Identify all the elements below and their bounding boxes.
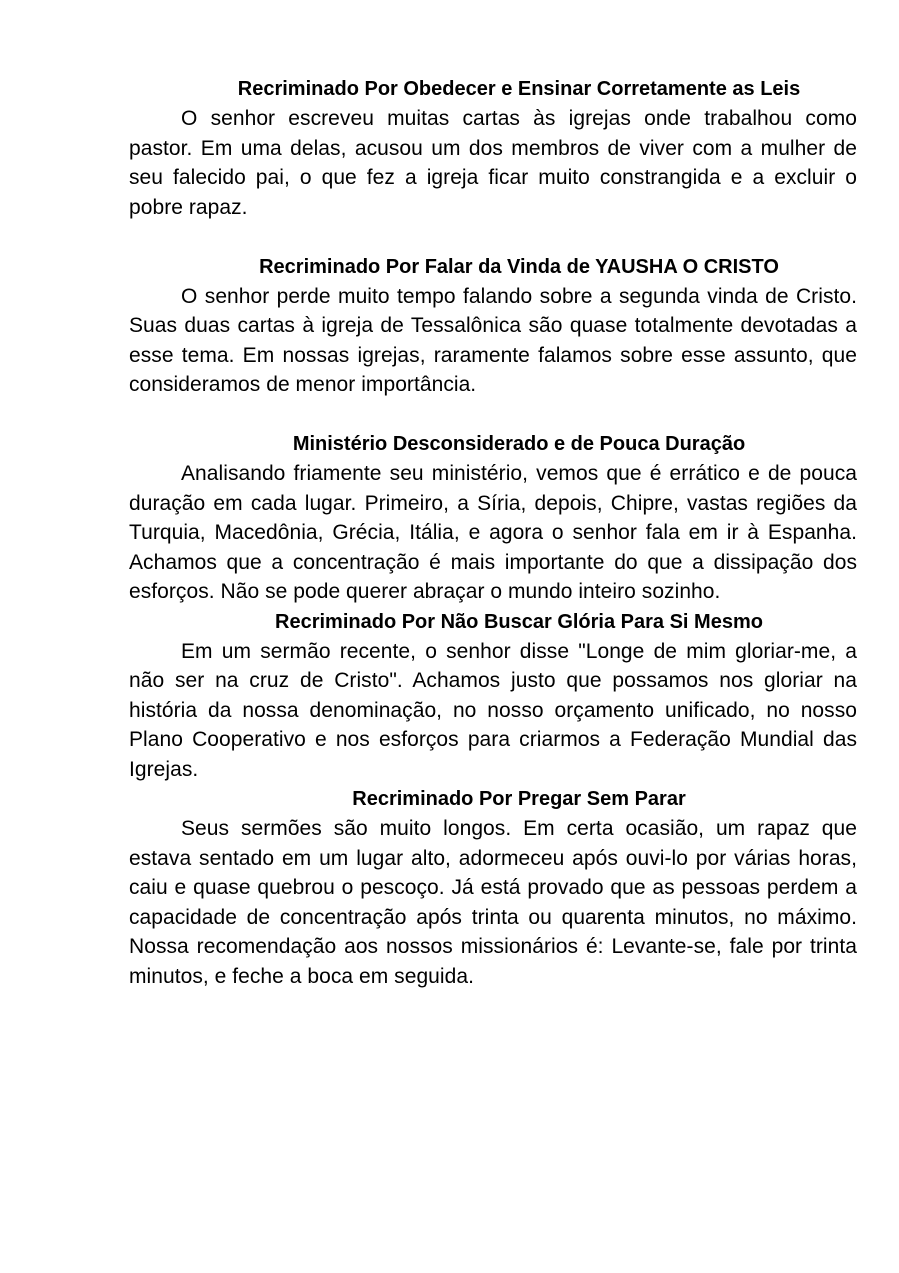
section-paragraph: Analisando friamente seu ministério, vemos que é errático e de pouca duração em cada lugar. Primeiro, a Síria, depois, Chipre, vastas regiões da Turquia, Macedônia, Grécia, Itália, e agora o senhor fala em ir à Espanha. Achamos que a concentração é mais importante do que a dissipação dos esforços. Não se pode querer abraçar o mundo inteiro sozinho. xyxy=(129,462,857,603)
document-page xyxy=(129,74,857,991)
section-2 xyxy=(129,252,857,400)
section-paragraph: Seus sermões são muito longos. Em certa ocasião, um rapaz que estava sentado em um lugar alto, adormeceu após ouvi-lo por várias horas, caiu e quase quebrou o pescoço. Já está provado que as pessoas perdem a capacidade de concentração após trinta ou quarenta minutos, no máximo. Nossa recomendação aos nossos missionários é: Levante-se, fale por trinta minutos, e feche a boca em seguida. xyxy=(129,817,857,988)
section-heading: Recriminado Por Não Buscar Glória Para Si Mesmo xyxy=(275,610,763,633)
section-spacer xyxy=(129,222,857,252)
section-spacer xyxy=(129,400,857,430)
section-1 xyxy=(129,74,857,222)
section-paragraph: O senhor escreveu muitas cartas às igrejas onde trabalhou como pastor. Em uma delas, acusou um dos membros de viver com a mulher de seu falecido pai, o que fez a igreja ficar muito constrangida e a excluir o pobre rapaz. xyxy=(129,107,857,219)
section-heading: Recriminado Por Falar da Vinda de YAUSHA O CRISTO xyxy=(259,255,779,278)
section-5 xyxy=(129,784,857,991)
section-paragraph: Em um sermão recente, o senhor disse "Longe de mim gloriar-me, a não ser na cruz de Cristo". Achamos justo que possamos nos gloriar na história da nossa denominação, no nosso orçamento unificado, no nosso Plano Cooperativo e nos esforços para criarmos a Federação Mundial das Igrejas. xyxy=(129,639,857,781)
section-heading: Recriminado Por Pregar Sem Parar xyxy=(352,788,686,810)
section-3 xyxy=(129,429,857,607)
section-heading: Ministério Desconsiderado e de Pouca Duração xyxy=(292,433,746,455)
section-heading: Recriminado Por Obedecer e Ensinar Corretamente as Leis xyxy=(237,78,801,100)
section-paragraph: O senhor perde muito tempo falando sobre a segunda vinda de Cristo. Suas duas cartas à igreja de Tessalônica são quase totalmente devotadas a esse tema. Em nossas igrejas, raramente falamos sobre esse assunto, que consideramos de menor importância. xyxy=(129,284,857,396)
section-4 xyxy=(129,607,857,785)
